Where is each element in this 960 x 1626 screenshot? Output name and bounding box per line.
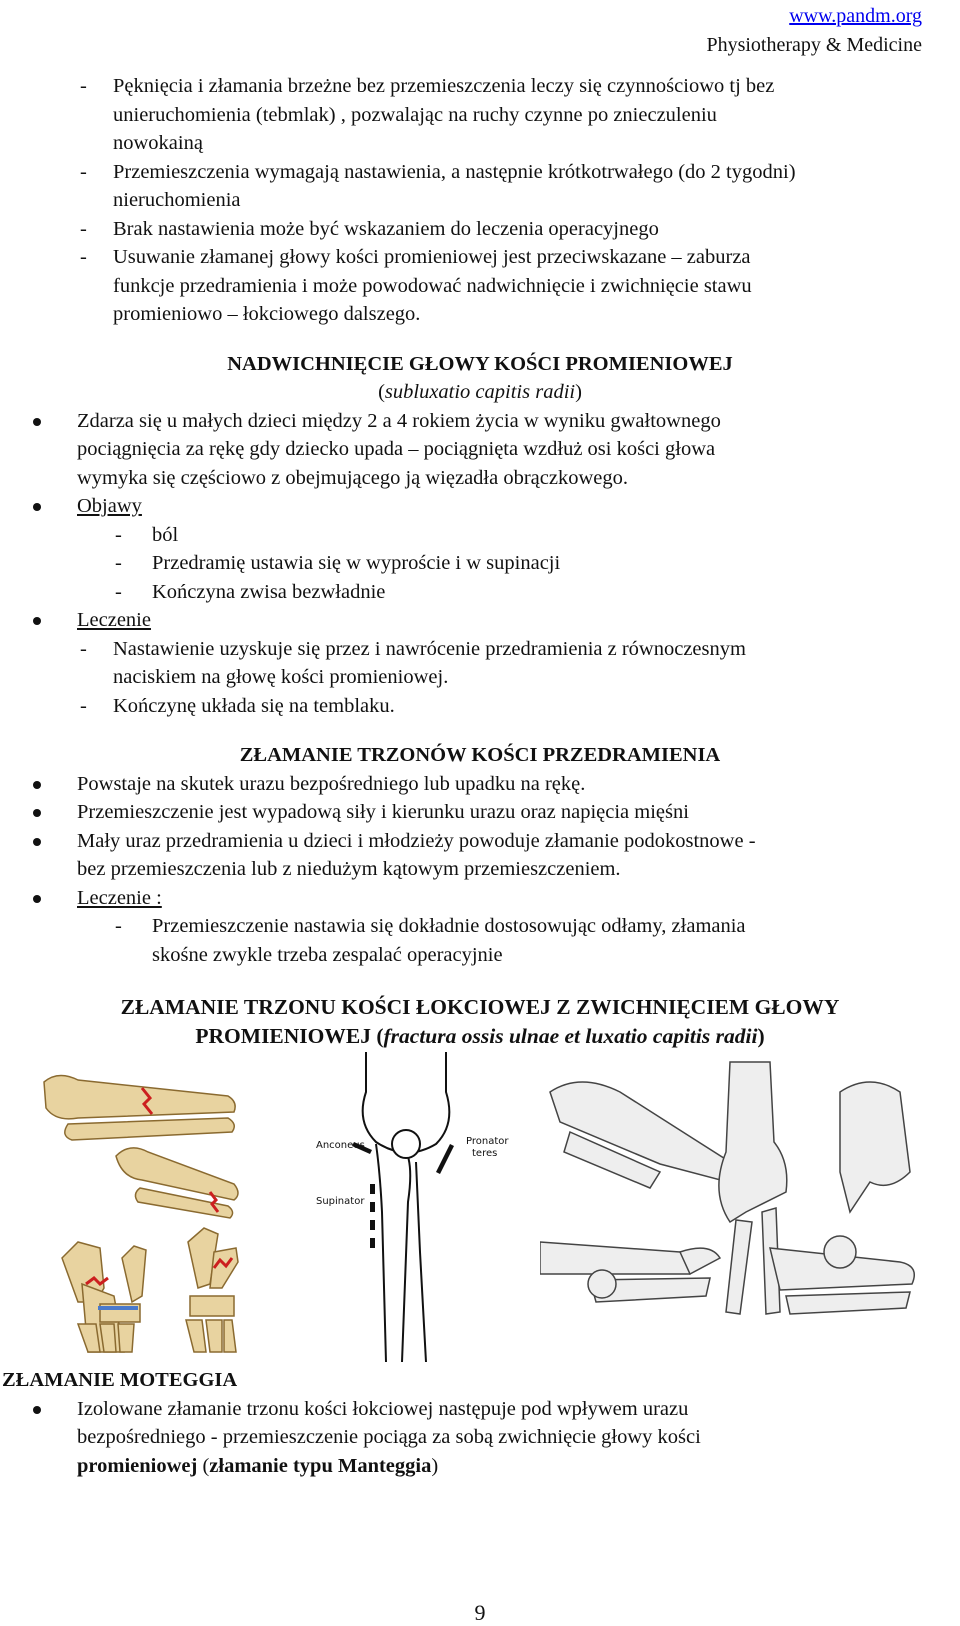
section-title-ulna-fracture-line-1: ZŁAMANIE TRZONU KOŚCI ŁOKCIOWEJ Z ZWICHNIĘCIEM GŁOWY	[120, 995, 840, 1019]
forearm-fracture-illustration	[38, 1052, 246, 1362]
intro-item-2-line-2: nieruchomienia	[113, 189, 241, 211]
document-body: - Pęknięcia i złamania brzeżne bez przemieszczenia leczy się czynnościowo tj bez unieruchomienia (tebmlak) , pozwalając na ruchy czynne po znieczuleniu nowokainą - Przemieszczenia wymagają nastawienia, a następnie krótkotrwałego (do 2 tygodni) nieruchomienia - Brak nastawienia może być wskazaniem do leczenia operacyjnego - Usuwanie złamanej głowy kości promieniowej jest przeciwskazane – zaburza funkcje przedramienia i może powodować nadwichnięcie i zwichnięcie stawu promieniowo – łokciowego dalszego. NADWICHNIĘCIE GŁOWY KOŚCI PROMIENIOWEJ (subluxatio capitis radii) Zdarza się u małych dzieci między 2 a 4 rokiem życia w wyniku gwałtownego pociągnięcia za rękę gdy dziecko upada – pociągnięta wzdłuż osi kości głowa wymyka się częściowo z obejmującego ją więzadła obrączkowego. Objawy - ból - Przedramię ustawia się w wyproście i w supinacji - Kończyna zwisa bezwładnie Leczenie - Nastawienie uzyskuje się przez i nawrócenie przedramienia z równoczesnym naciskiem na głowę kości promieniowej. - Kończynę układa się na temblaku. ZŁAMANIE TRZONÓW KOŚCI PRZEDRAMIENIA Powstaje na skutek urazu bezpośredniego lub upadku na rękę. Przemieszczenie jest wypadową siły i kierunku urazu oraz napięcia mięśni Mały uraz przedramienia u dzieci i młodzieży powoduje złamanie podokostnowe - bez przemieszczenia lub z niedużym kątowym przemieszczeniem. Leczenie : - Przemieszczenie nastawia się dokładnie dostosowując odłamy, złamania skośne zwykle trzeba zespalać operacyjnie ZŁAMANIE TRZONU KOŚCI ŁOKCIOWEJ Z ZWICHNIĘCIEM GŁOWY PROMIENIOWEJ (fractura ossis ulnae et luxatio capitis radii) Anconeus Pronator teres Supinator ZŁAMANIE MOTEGGIA Izolowane złamanie trzonu kości łokciowej następuje pod wpływem urazu bezpośredniego - przemieszczenie pociąga za sobą zwichnięcie głowy kości promieniowej (złamanie typu Manteggia)	[0, 72, 960, 1480]
intro-item-4-line-3: promieniowo – łokciowego dalszego.	[113, 303, 421, 325]
elbow-muscle-diagram	[296, 1052, 528, 1362]
section-title-subluxation: NADWICHNIĘCIE GŁOWY KOŚCI PROMIENIOWEJ	[227, 352, 733, 375]
leczenie-item-2: Kończynę układa się na temblaku.	[113, 694, 395, 717]
s2-leczenie-line-1: Przemieszczenie nastawia się dokładnie dostosowując odłamy, złamania	[152, 915, 746, 937]
label-anconeus: Anconeus	[316, 1140, 365, 1151]
intro-item-3: Brak nastawienia może być wskazaniem do leczenia operacyjnego	[113, 217, 659, 240]
intro-item-4-line-1: Usuwanie złamanej głowy kości promieniowej jest przeciwskazane – zaburza	[113, 246, 751, 268]
bullet-icon	[33, 1406, 41, 1414]
intro-item-2-line-1: Przemieszczenia wymagają nastawienia, a następnie krótkotrwałego (do 2 tygodni)	[113, 160, 796, 183]
site-subtitle: Physiotherapy & Medicine	[706, 34, 922, 56]
elbow-dislocation-sketches	[540, 1052, 940, 1362]
label-pronator: Pronator	[466, 1136, 509, 1147]
label-supinator: Supinator	[316, 1196, 365, 1207]
page-header	[706, 2, 922, 60]
intro-item-4-line-2: funkcje przedramienia i może powodować nadwichnięcie i zwichnięcie stawu	[113, 274, 752, 297]
bullet-icon	[33, 503, 41, 511]
leczenie-item-1-line-2: naciskiem na głowę kości promieniowej.	[113, 666, 449, 688]
s2-leczenie-heading: Leczenie :	[77, 886, 162, 909]
s1-paragraph-line-2: pociągnięcia za rękę gdy dziecko upada – pociągnięta wzdłuż osi kości głowa	[77, 438, 716, 460]
site-link[interactable]: www.pandm.org	[789, 5, 922, 27]
s4-line-3: promieniowej (złamanie typu Manteggia)	[77, 1454, 439, 1477]
bullet-icon	[33, 809, 41, 817]
bullet-icon	[33, 617, 41, 625]
objawy-item-1: ból	[152, 523, 179, 546]
intro-item-1-line-1: Pęknięcia i złamania brzeżne bez przemieszczenia leczy się czynnościowo tj bez	[113, 75, 775, 97]
objawy-item-2: Przedramię ustawia się w wyproście i w supinacji	[152, 552, 561, 574]
s1-paragraph-line-3: wymyka się częściowo z obejmującego ją więzadła obrączkowego.	[77, 466, 628, 489]
objawy-item-3: Kończyna zwisa bezwładnie	[152, 580, 386, 603]
s2-bullet-3-line-1: Mały uraz przedramienia u dzieci i młodzieży powoduje złamanie podokostnowe -	[77, 829, 756, 852]
s2-bullet-1: Powstaje na skutek urazu bezpośredniego lub upadku na rękę.	[77, 772, 586, 795]
bullet-icon	[33, 781, 41, 789]
s4-line-1: Izolowane złamanie trzonu kości łokciowej następuje pod wpływem urazu	[77, 1397, 689, 1420]
section-title-forearm-fracture: ZŁAMANIE TRZONÓW KOŚCI PRZEDRAMIENIA	[239, 744, 721, 766]
s2-bullet-3-line-2: bez przemieszczenia lub z niedużym kątowym przemieszczeniem.	[77, 858, 621, 880]
leczenie-heading: Leczenie	[77, 609, 151, 631]
latin-term: fractura ossis ulnae et luxatio capitis radii	[383, 1023, 758, 1048]
intro-item-1-line-3: nowokainą	[113, 132, 203, 154]
label-teres: teres	[472, 1148, 498, 1159]
bullet-icon	[33, 418, 41, 426]
section-title-ulna-fracture-line-2: PROMIENIOWEJ (fractura ossis ulnae et luxatio capitis radii)	[195, 1023, 765, 1048]
illustration-row	[0, 1052, 960, 1362]
bullet-icon	[33, 838, 41, 846]
s2-leczenie-line-2: skośne zwykle trzeba zespalać operacyjnie	[152, 943, 503, 966]
s2-bullet-2: Przemieszczenie jest wypadową siły i kierunku urazu oraz napięcia mięśni	[77, 801, 689, 823]
s4-line-2: bezpośredniego - przemieszczenie pociąga za sobą zwichnięcie głowy kości	[77, 1426, 701, 1448]
section-subtitle-subluxation: (subluxatio capitis radii)	[378, 381, 582, 403]
page-number: 9	[474, 1600, 486, 1625]
s1-paragraph-line-1: Zdarza się u małych dzieci między 2 a 4 rokiem życia w wyniku gwałtownego	[77, 409, 721, 432]
latin-term: subluxatio capitis radii	[384, 381, 576, 403]
section-title-monteggia: ZŁAMANIE MOTEGGIA	[2, 1369, 238, 1391]
intro-item-1-line-2: unieruchomienia (tebmlak) , pozwalając na ruchy czynne po znieczuleniu	[113, 103, 717, 126]
objawy-heading: Objawy	[77, 495, 142, 517]
bullet-icon	[33, 895, 41, 903]
leczenie-item-1-line-1: Nastawienie uzyskuje się przez i nawrócenie przedramienia z równoczesnym	[113, 637, 746, 660]
